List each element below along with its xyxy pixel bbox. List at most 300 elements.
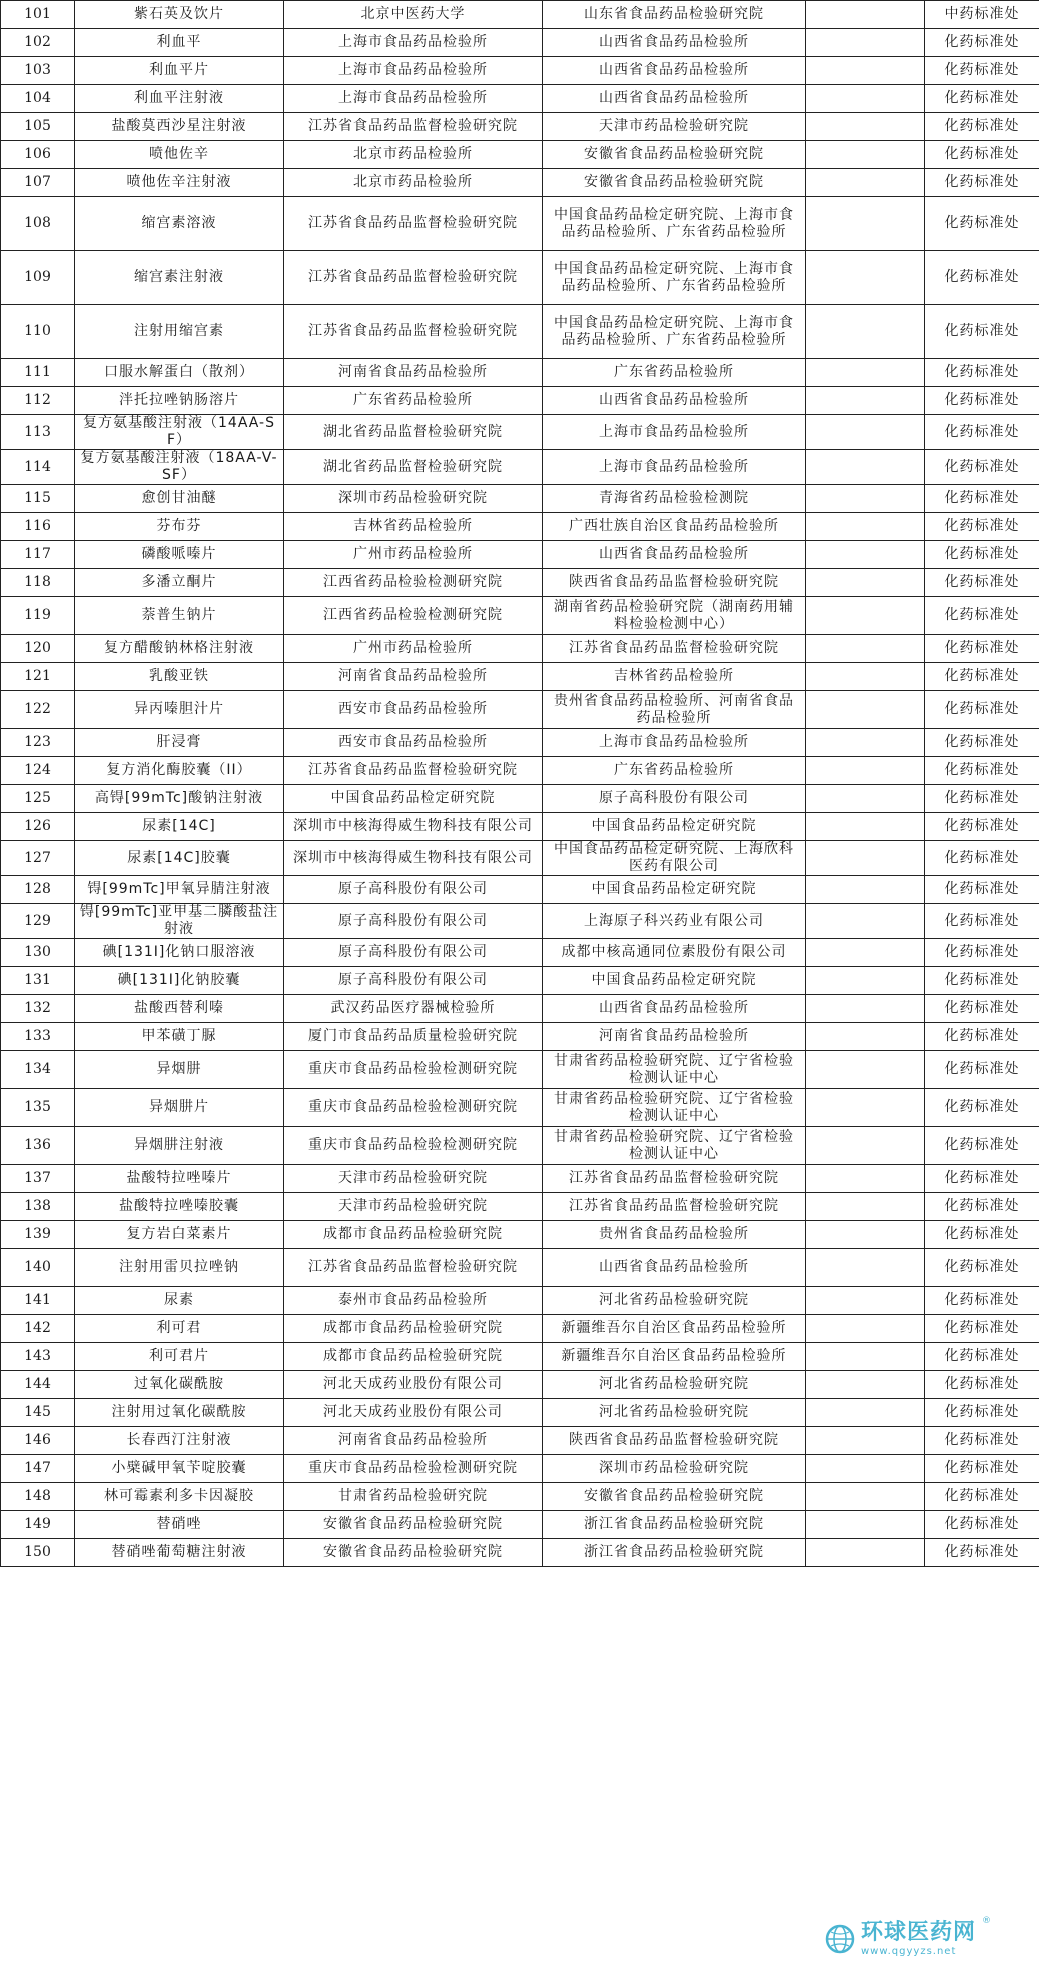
table-row	[1, 387, 1039, 415]
cell-drug-name: 芬布芬	[75, 513, 284, 541]
cell-drug-name: 异烟肼片	[75, 1089, 284, 1127]
table-row	[1, 876, 1039, 904]
cell-drug-name: 异烟肼注射液	[75, 1127, 284, 1165]
table-row	[1, 1315, 1039, 1343]
cell-department: 化药标准处	[925, 251, 1039, 305]
cell-department: 化药标准处	[925, 415, 1039, 450]
cell-drafting-org: 江西省药品检验检测研究院	[284, 569, 543, 597]
table-row	[1, 967, 1039, 995]
cell-drafting-org: 泰州市食品药品检验所	[284, 1287, 543, 1315]
cell-drafting-org: 成都市食品药品检验研究院	[284, 1343, 543, 1371]
cell-department: 化药标准处	[925, 1249, 1039, 1287]
cell-drafting-org: 上海市食品药品检验所	[284, 85, 543, 113]
cell-review-org: 原子高科股份有限公司	[543, 785, 806, 813]
table-row	[1, 305, 1039, 359]
table-row	[1, 541, 1039, 569]
cell-drug-name: 盐酸莫西沙星注射液	[75, 113, 284, 141]
cell-number: 146	[1, 1427, 75, 1455]
cell-drug-name: 锝[99mTc]甲氧异腈注射液	[75, 876, 284, 904]
cell-drafting-org: 西安市食品药品检验所	[284, 691, 543, 729]
cell-review-org: 安徽省食品药品检验研究院	[543, 1483, 806, 1511]
cell-empty	[806, 876, 925, 904]
cell-drafting-org: 深圳市中核海得威生物科技有限公司	[284, 813, 543, 841]
cell-drug-name: 利可君	[75, 1315, 284, 1343]
cell-review-org: 中国食品药品检定研究院、上海欣科医药有限公司	[543, 841, 806, 876]
cell-review-org: 甘肃省药品检验研究院、辽宁省检验检测认证中心	[543, 1051, 806, 1089]
cell-department: 化药标准处	[925, 450, 1039, 485]
cell-review-org: 广西壮族自治区食品药品检验所	[543, 513, 806, 541]
cell-empty	[806, 450, 925, 485]
cell-empty	[806, 1051, 925, 1089]
cell-drug-name: 缩宫素溶液	[75, 197, 284, 251]
cell-drug-name: 利血平注射液	[75, 85, 284, 113]
cell-department: 化药标准处	[925, 1127, 1039, 1165]
cell-review-org: 中国食品药品检定研究院、上海市食品药品检验所、广东省药品检验所	[543, 251, 806, 305]
cell-drafting-org: 江苏省食品药品监督检验研究院	[284, 1249, 543, 1287]
cell-empty	[806, 57, 925, 85]
cell-department: 化药标准处	[925, 597, 1039, 635]
cell-drafting-org: 重庆市食品药品检验检测研究院	[284, 1089, 543, 1127]
table-row	[1, 1089, 1039, 1127]
table-row	[1, 569, 1039, 597]
globe-icon	[825, 1924, 855, 1954]
cell-empty	[806, 1455, 925, 1483]
cell-number: 131	[1, 967, 75, 995]
table-row	[1, 1511, 1039, 1539]
cell-drug-name: 异丙嗪胆汁片	[75, 691, 284, 729]
cell-drug-name: 缩宫素注射液	[75, 251, 284, 305]
cell-drafting-org: 广东省药品检验所	[284, 387, 543, 415]
cell-review-org: 贵州省食品药品检验所、河南省食品药品检验所	[543, 691, 806, 729]
cell-drug-name: 碘[131I]化钠胶囊	[75, 967, 284, 995]
table-row	[1, 729, 1039, 757]
cell-empty	[806, 113, 925, 141]
cell-number: 138	[1, 1193, 75, 1221]
cell-department: 中药标准处	[925, 1, 1039, 29]
cell-department: 化药标准处	[925, 1051, 1039, 1089]
cell-empty	[806, 169, 925, 197]
cell-drug-name: 尿素[14C]胶囊	[75, 841, 284, 876]
table-row	[1, 85, 1039, 113]
table-body	[1, 1, 1039, 1567]
cell-empty	[806, 691, 925, 729]
cell-review-org: 陕西省食品药品监督检验研究院	[543, 1427, 806, 1455]
cell-department: 化药标准处	[925, 1193, 1039, 1221]
cell-department: 化药标准处	[925, 729, 1039, 757]
cell-drafting-org: 上海市食品药品检验所	[284, 57, 543, 85]
cell-review-org: 上海市食品药品检验所	[543, 415, 806, 450]
cell-review-org: 陕西省食品药品监督检验研究院	[543, 569, 806, 597]
cell-number: 101	[1, 1, 75, 29]
cell-number: 149	[1, 1511, 75, 1539]
cell-drafting-org: 原子高科股份有限公司	[284, 939, 543, 967]
cell-number: 136	[1, 1127, 75, 1165]
table-row	[1, 1249, 1039, 1287]
table-row	[1, 197, 1039, 251]
cell-drafting-org: 湖北省药品监督检验研究院	[284, 450, 543, 485]
cell-empty	[806, 939, 925, 967]
table-row	[1, 113, 1039, 141]
cell-empty	[806, 569, 925, 597]
cell-department: 化药标准处	[925, 1315, 1039, 1343]
cell-empty	[806, 251, 925, 305]
cell-drug-name: 肝浸膏	[75, 729, 284, 757]
cell-drug-name: 复方醋酸钠林格注射液	[75, 635, 284, 663]
cell-drug-name: 林可霉素利多卡因凝胶	[75, 1483, 284, 1511]
cell-drug-name: 喷他佐辛注射液	[75, 169, 284, 197]
cell-number: 140	[1, 1249, 75, 1287]
table-row	[1, 359, 1039, 387]
cell-drafting-org: 深圳市中核海得威生物科技有限公司	[284, 841, 543, 876]
cell-empty	[806, 29, 925, 57]
cell-number: 144	[1, 1371, 75, 1399]
table-row	[1, 939, 1039, 967]
cell-drafting-org: 湖北省药品监督检验研究院	[284, 415, 543, 450]
cell-empty	[806, 663, 925, 691]
cell-drug-name: 小檗碱甲氧苄啶胶囊	[75, 1455, 284, 1483]
cell-empty	[806, 513, 925, 541]
cell-review-org: 湖南省药品检验研究院（湖南药用辅料检验检测中心）	[543, 597, 806, 635]
cell-empty	[806, 1127, 925, 1165]
cell-number: 141	[1, 1287, 75, 1315]
cell-number: 117	[1, 541, 75, 569]
cell-review-org: 成都中核高通同位素股份有限公司	[543, 939, 806, 967]
cell-drug-name: 碘[131I]化钠口服溶液	[75, 939, 284, 967]
cell-drug-name: 泮托拉唑钠肠溶片	[75, 387, 284, 415]
cell-department: 化药标准处	[925, 1221, 1039, 1249]
watermark-name: 环球医药网	[861, 1919, 977, 1945]
cell-drafting-org: 天津市药品检验研究院	[284, 1193, 543, 1221]
cell-empty	[806, 729, 925, 757]
table-row	[1, 995, 1039, 1023]
cell-review-org: 上海市食品药品检验所	[543, 729, 806, 757]
cell-number: 150	[1, 1539, 75, 1567]
table-row	[1, 57, 1039, 85]
cell-drug-name: 注射用缩宫素	[75, 305, 284, 359]
cell-drug-name: 盐酸特拉唑嗪胶囊	[75, 1193, 284, 1221]
cell-number: 129	[1, 904, 75, 939]
cell-number: 148	[1, 1483, 75, 1511]
cell-review-org: 上海原子科兴药业有限公司	[543, 904, 806, 939]
cell-drug-name: 甲苯磺丁脲	[75, 1023, 284, 1051]
cell-department: 化药标准处	[925, 141, 1039, 169]
cell-review-org: 甘肃省药品检验研究院、辽宁省检验检测认证中心	[543, 1089, 806, 1127]
cell-drug-name: 紫石英及饮片	[75, 1, 284, 29]
cell-empty	[806, 995, 925, 1023]
cell-drug-name: 盐酸西替利嗪	[75, 995, 284, 1023]
cell-department: 化药标准处	[925, 904, 1039, 939]
table-row	[1, 1221, 1039, 1249]
cell-department: 化药标准处	[925, 541, 1039, 569]
table-row	[1, 635, 1039, 663]
cell-empty	[806, 1427, 925, 1455]
cell-review-org: 吉林省药品检验所	[543, 663, 806, 691]
cell-drafting-org: 重庆市食品药品检验检测研究院	[284, 1455, 543, 1483]
cell-review-org: 山西省食品药品检验所	[543, 85, 806, 113]
cell-drafting-org: 河北天成药业股份有限公司	[284, 1399, 543, 1427]
watermark-text	[861, 1919, 977, 1957]
cell-empty	[806, 1165, 925, 1193]
cell-drug-name: 愈创甘油醚	[75, 485, 284, 513]
table-row	[1, 1399, 1039, 1427]
cell-department: 化药标准处	[925, 1165, 1039, 1193]
cell-number: 114	[1, 450, 75, 485]
cell-drafting-org: 北京市药品检验所	[284, 169, 543, 197]
cell-number: 109	[1, 251, 75, 305]
cell-drafting-org: 河南省食品药品检验所	[284, 663, 543, 691]
cell-drug-name: 利可君片	[75, 1343, 284, 1371]
cell-department: 化药标准处	[925, 1287, 1039, 1315]
registered-mark: ®	[982, 1916, 992, 1926]
cell-department: 化药标准处	[925, 1539, 1039, 1567]
cell-number: 145	[1, 1399, 75, 1427]
cell-department: 化药标准处	[925, 197, 1039, 251]
cell-number: 119	[1, 597, 75, 635]
cell-review-org: 中国食品药品检定研究院	[543, 967, 806, 995]
cell-number: 103	[1, 57, 75, 85]
cell-number: 128	[1, 876, 75, 904]
cell-empty	[806, 1539, 925, 1567]
cell-department: 化药标准处	[925, 169, 1039, 197]
cell-number: 118	[1, 569, 75, 597]
cell-department: 化药标准处	[925, 967, 1039, 995]
cell-review-org: 山西省食品药品检验所	[543, 541, 806, 569]
cell-review-org: 上海市食品药品检验所	[543, 450, 806, 485]
cell-number: 115	[1, 485, 75, 513]
cell-number: 105	[1, 113, 75, 141]
cell-department: 化药标准处	[925, 1089, 1039, 1127]
table-row	[1, 597, 1039, 635]
cell-review-org: 山西省食品药品检验所	[543, 29, 806, 57]
cell-drafting-org: 中国食品药品检定研究院	[284, 785, 543, 813]
cell-drug-name: 尿素[14C]	[75, 813, 284, 841]
watermark-url: www.qgyyzs.net	[861, 1945, 957, 1957]
cell-number: 143	[1, 1343, 75, 1371]
cell-drug-name: 口服水解蛋白（散剂）	[75, 359, 284, 387]
cell-drug-name: 复方岩白菜素片	[75, 1221, 284, 1249]
table-row	[1, 1193, 1039, 1221]
cell-drafting-org: 江苏省食品药品监督检验研究院	[284, 113, 543, 141]
cell-drug-name: 复方氨基酸注射液（14AA-SF）	[75, 415, 284, 450]
cell-number: 116	[1, 513, 75, 541]
cell-drug-name: 乳酸亚铁	[75, 663, 284, 691]
cell-number: 142	[1, 1315, 75, 1343]
cell-empty	[806, 785, 925, 813]
cell-drug-name: 多潘立酮片	[75, 569, 284, 597]
cell-empty	[806, 1221, 925, 1249]
cell-review-org: 山西省食品药品检验所	[543, 387, 806, 415]
cell-review-org: 青海省药品检验检测院	[543, 485, 806, 513]
cell-drafting-org: 北京中医药大学	[284, 1, 543, 29]
cell-department: 化药标准处	[925, 841, 1039, 876]
cell-number: 137	[1, 1165, 75, 1193]
table-row	[1, 1427, 1039, 1455]
cell-drafting-org: 河南省食品药品检验所	[284, 359, 543, 387]
cell-empty	[806, 904, 925, 939]
cell-drug-name: 锝[99mTc]亚甲基二膦酸盐注射液	[75, 904, 284, 939]
cell-empty	[806, 1023, 925, 1051]
cell-drafting-org: 原子高科股份有限公司	[284, 967, 543, 995]
table-row	[1, 513, 1039, 541]
cell-review-org: 中国食品药品检定研究院	[543, 813, 806, 841]
table-row	[1, 691, 1039, 729]
cell-empty	[806, 1, 925, 29]
cell-review-org: 山西省食品药品检验所	[543, 995, 806, 1023]
cell-review-org: 浙江省食品药品检验研究院	[543, 1511, 806, 1539]
cell-drafting-org: 上海市食品药品检验所	[284, 29, 543, 57]
cell-review-org: 江苏省食品药品监督检验研究院	[543, 635, 806, 663]
cell-department: 化药标准处	[925, 939, 1039, 967]
cell-review-org: 山东省食品药品检验研究院	[543, 1, 806, 29]
cell-number: 124	[1, 757, 75, 785]
cell-review-org: 甘肃省药品检验研究院、辽宁省检验检测认证中心	[543, 1127, 806, 1165]
cell-department: 化药标准处	[925, 387, 1039, 415]
cell-drafting-org: 广州市药品检验所	[284, 635, 543, 663]
cell-empty	[806, 597, 925, 635]
cell-review-org: 安徽省食品药品检验研究院	[543, 169, 806, 197]
table-row	[1, 1023, 1039, 1051]
cell-drafting-org: 成都市食品药品检验研究院	[284, 1221, 543, 1249]
cell-review-org: 贵州省食品药品检验所	[543, 1221, 806, 1249]
cell-drafting-org: 北京市药品检验所	[284, 141, 543, 169]
cell-drafting-org: 吉林省药品检验所	[284, 513, 543, 541]
cell-department: 化药标准处	[925, 1371, 1039, 1399]
cell-drug-name: 利血平	[75, 29, 284, 57]
table-row	[1, 1455, 1039, 1483]
table-row	[1, 663, 1039, 691]
cell-drafting-org: 重庆市食品药品检验检测研究院	[284, 1127, 543, 1165]
cell-empty	[806, 485, 925, 513]
cell-empty	[806, 1315, 925, 1343]
cell-empty	[806, 1089, 925, 1127]
cell-empty	[806, 967, 925, 995]
cell-review-org: 中国食品药品检定研究院	[543, 876, 806, 904]
cell-drafting-org: 江苏省食品药品监督检验研究院	[284, 305, 543, 359]
table-row	[1, 904, 1039, 939]
cell-empty	[806, 1193, 925, 1221]
table-row	[1, 1371, 1039, 1399]
cell-empty	[806, 197, 925, 251]
cell-review-org: 山西省食品药品检验所	[543, 57, 806, 85]
cell-drafting-org: 天津市药品检验研究院	[284, 1165, 543, 1193]
cell-department: 化药标准处	[925, 569, 1039, 597]
cell-number: 107	[1, 169, 75, 197]
cell-number: 123	[1, 729, 75, 757]
cell-number: 134	[1, 1051, 75, 1089]
cell-drafting-org: 原子高科股份有限公司	[284, 904, 543, 939]
cell-drafting-org: 重庆市食品药品检验检测研究院	[284, 1051, 543, 1089]
cell-drafting-org: 武汉药品医疗器械检验所	[284, 995, 543, 1023]
cell-review-org: 浙江省食品药品检验研究院	[543, 1539, 806, 1567]
cell-department: 化药标准处	[925, 635, 1039, 663]
table-row	[1, 450, 1039, 485]
cell-drug-name: 磷酸哌嗪片	[75, 541, 284, 569]
cell-department: 化药标准处	[925, 113, 1039, 141]
cell-drafting-org: 江苏省食品药品监督检验研究院	[284, 251, 543, 305]
cell-drafting-org: 成都市食品药品检验研究院	[284, 1315, 543, 1343]
cell-drafting-org: 安徽省食品药品检验研究院	[284, 1511, 543, 1539]
cell-drug-name: 注射用过氧化碳酰胺	[75, 1399, 284, 1427]
cell-drug-name: 异烟肼	[75, 1051, 284, 1089]
cell-empty	[806, 635, 925, 663]
cell-drug-name: 过氧化碳酰胺	[75, 1371, 284, 1399]
cell-department: 化药标准处	[925, 757, 1039, 785]
cell-number: 112	[1, 387, 75, 415]
cell-review-org: 江苏省食品药品监督检验研究院	[543, 1193, 806, 1221]
cell-number: 106	[1, 141, 75, 169]
cell-empty	[806, 1511, 925, 1539]
cell-department: 化药标准处	[925, 513, 1039, 541]
cell-number: 139	[1, 1221, 75, 1249]
cell-review-org: 中国食品药品检定研究院、上海市食品药品检验所、广东省药品检验所	[543, 197, 806, 251]
table-row	[1, 251, 1039, 305]
cell-drafting-org: 广州市药品检验所	[284, 541, 543, 569]
cell-department: 化药标准处	[925, 1427, 1039, 1455]
cell-department: 化药标准处	[925, 813, 1039, 841]
cell-number: 135	[1, 1089, 75, 1127]
cell-department: 化药标准处	[925, 57, 1039, 85]
cell-number: 133	[1, 1023, 75, 1051]
cell-empty	[806, 1399, 925, 1427]
cell-review-org: 河北省药品检验研究院	[543, 1287, 806, 1315]
cell-review-org: 新疆维吾尔自治区食品药品检验所	[543, 1315, 806, 1343]
table-row	[1, 1051, 1039, 1089]
cell-empty	[806, 1343, 925, 1371]
table-row	[1, 1343, 1039, 1371]
table-row	[1, 1483, 1039, 1511]
cell-drafting-org: 江苏省食品药品监督检验研究院	[284, 197, 543, 251]
cell-drug-name: 复方消化酶胶囊（II）	[75, 757, 284, 785]
cell-drafting-org: 深圳市药品检验研究院	[284, 485, 543, 513]
cell-number: 122	[1, 691, 75, 729]
cell-review-org: 河北省药品检验研究院	[543, 1371, 806, 1399]
cell-department: 化药标准处	[925, 359, 1039, 387]
cell-empty	[806, 387, 925, 415]
cell-review-org: 天津市药品检验研究院	[543, 113, 806, 141]
cell-drafting-org: 江苏省食品药品监督检验研究院	[284, 757, 543, 785]
table-row	[1, 415, 1039, 450]
cell-number: 147	[1, 1455, 75, 1483]
cell-review-org: 广东省药品检验所	[543, 359, 806, 387]
cell-number: 111	[1, 359, 75, 387]
cell-drug-name: 萘普生钠片	[75, 597, 284, 635]
cell-drafting-org: 甘肃省药品检验研究院	[284, 1483, 543, 1511]
cell-number: 102	[1, 29, 75, 57]
cell-number: 126	[1, 813, 75, 841]
cell-empty	[806, 141, 925, 169]
table-row	[1, 485, 1039, 513]
cell-drug-name: 复方氨基酸注射液（18AA-V-SF）	[75, 450, 284, 485]
cell-drafting-org: 安徽省食品药品检验研究院	[284, 1539, 543, 1567]
cell-drug-name: 高锝[99mTc]酸钠注射液	[75, 785, 284, 813]
cell-empty	[806, 541, 925, 569]
cell-empty	[806, 1371, 925, 1399]
cell-drafting-org: 河南省食品药品检验所	[284, 1427, 543, 1455]
cell-review-org: 安徽省食品药品检验研究院	[543, 141, 806, 169]
cell-drafting-org: 原子高科股份有限公司	[284, 876, 543, 904]
cell-drug-name: 替硝唑葡萄糖注射液	[75, 1539, 284, 1567]
table-row	[1, 757, 1039, 785]
cell-empty	[806, 757, 925, 785]
table-row	[1, 29, 1039, 57]
cell-review-org: 广东省药品检验所	[543, 757, 806, 785]
cell-number: 113	[1, 415, 75, 450]
table-row	[1, 1127, 1039, 1165]
cell-number: 104	[1, 85, 75, 113]
table-row	[1, 813, 1039, 841]
cell-review-org: 山西省食品药品检验所	[543, 1249, 806, 1287]
cell-empty	[806, 85, 925, 113]
